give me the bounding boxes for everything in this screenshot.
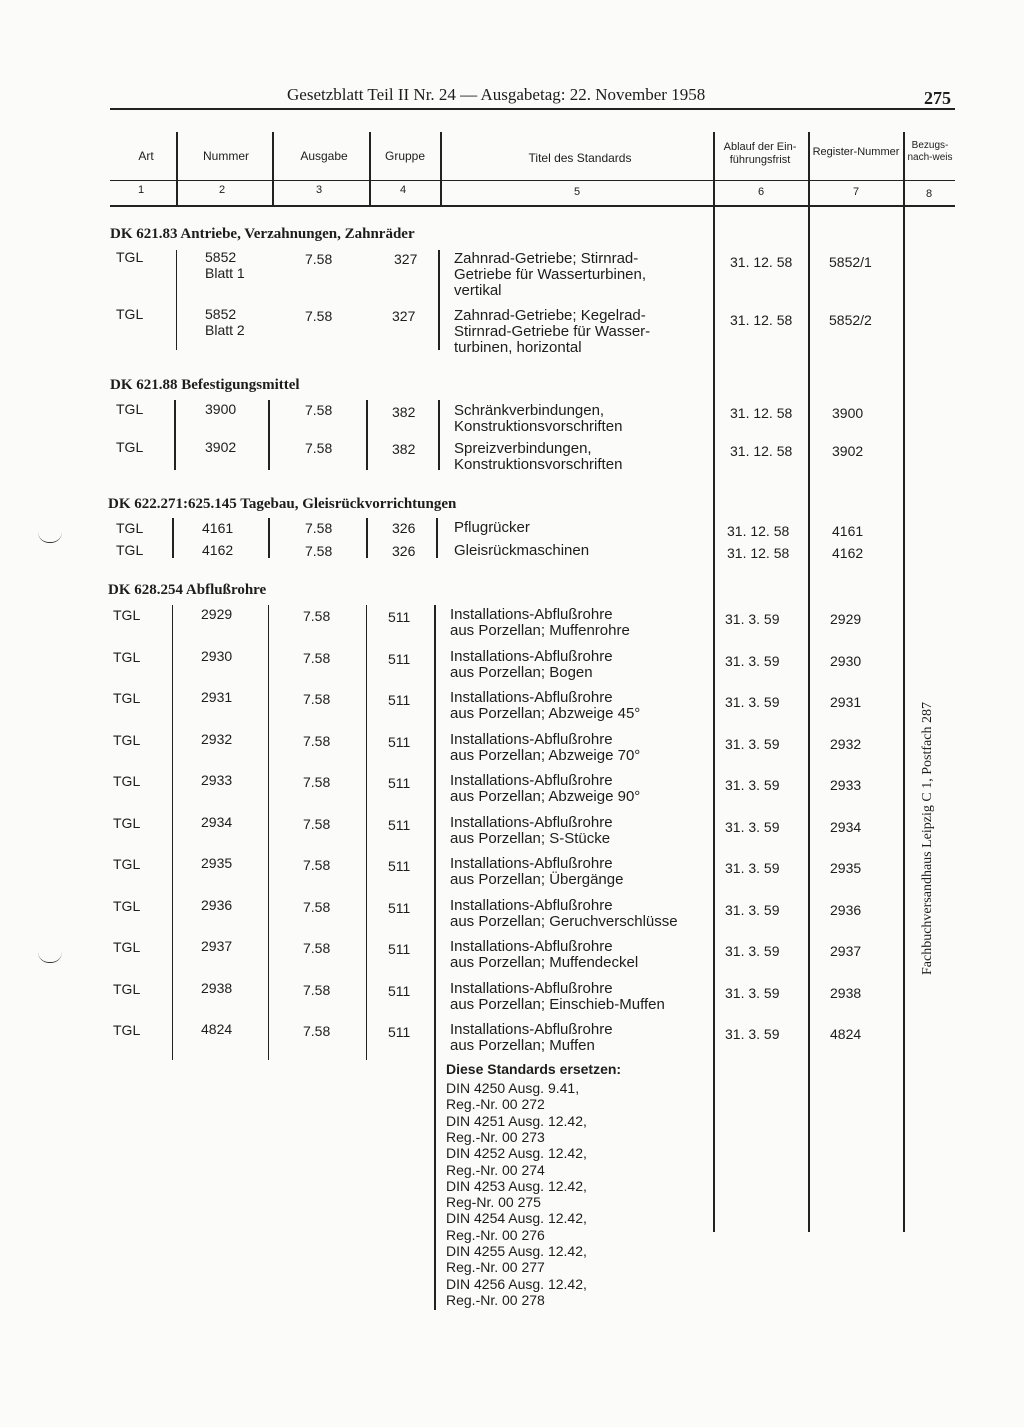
title-line: Installations-Abflußrohre [450,647,613,665]
cell-nummer: 2937 [201,938,233,954]
cell-nummer: 4824 [201,1021,233,1037]
row-divider [436,518,438,558]
cell-frist: 31. 3. 59 [725,860,780,876]
replacement-line: Reg.-Nr. 00 272 [446,1096,545,1113]
col-number: 7 [853,186,860,198]
cell-titel [450,939,638,971]
cell-nummer: 2934 [201,813,233,830]
cell-register: 5852/2 [829,312,872,328]
title-line: Zahnrad-Getriebe; Stirnrad- [454,250,639,267]
cell-titel [454,520,530,536]
replacement-heading: Diese Standards ersetzen: [446,1061,622,1077]
row-divider [438,400,440,470]
cell-titel [450,773,640,805]
cell-ausgabe: 7.58 [305,440,333,456]
cell-titel [454,308,650,356]
cell-art: TGL [113,607,141,623]
title-line: aus Porzellan; Bogen [450,663,593,681]
cell-art: TGL [113,856,141,872]
cell-frist: 31. 3. 59 [725,1026,780,1042]
title-line: Zahnrad-Getriebe; Kegelrad- [454,307,646,324]
cell-gruppe: 511 [388,941,411,957]
title-line: Installations-Abflußrohre [450,772,613,789]
cell-register: 5852/1 [829,254,872,270]
col-number: 4 [400,184,407,196]
cell-nummer: 2932 [201,730,233,747]
page-number: 275 [924,88,951,108]
cell-frist: 31. 12. 58 [730,405,793,421]
cell-titel [450,607,630,639]
col-divider [272,132,274,205]
cell-register: 2929 [830,611,862,627]
cell-gruppe: 511 [388,1024,411,1040]
cell-ausgabe: 7.58 [303,857,331,873]
page-header-title: Gesetzblatt Teil II Nr. 24 — Ausgabetag: 22. November 1958 [287,85,706,104]
cell-register: 4161 [832,523,864,539]
title-line: aus Porzellan; Muffendeckel [450,954,639,971]
col-number: 6 [758,186,765,198]
cell-art: TGL [113,814,141,831]
cell-ausgabe: 7.58 [305,520,333,536]
cell-gruppe: 382 [392,404,416,420]
cell-frist: 31. 3. 59 [725,735,780,752]
col-number: 5 [574,186,581,198]
cell-nummer: 2936 [201,896,233,913]
title-line: aus Porzellan; Übergänge [450,871,624,888]
title-line: Installations-Abflußrohre [450,813,613,831]
title-line: turbinen, horizontal [454,339,582,356]
col-header-frist: Ablauf der Ein-führungsfrist [723,141,797,166]
title-line: Stirnrad-Getriebe für Wasser- [454,323,651,340]
cell-nummer: 2931 [201,689,233,705]
cell-titel [454,543,589,559]
replacement-line: Reg.-Nr. 00 277 [446,1259,545,1276]
replacement-line: Reg.-Nr. 00 276 [446,1226,545,1243]
cell-register: 2930 [830,652,862,669]
title-line: aus Porzellan; Abzweige 45° [450,705,641,722]
col-header-nummer: Nummer [202,149,249,163]
cell-art: TGL [116,542,144,558]
cell-gruppe: 511 [388,816,411,833]
title-line: aus Porzellan; Muffenrohre [450,622,630,639]
cell-nummer: 5852 [205,306,237,322]
cell-register: 2938 [830,984,862,1001]
side-note-text: Fachbuchversandhaus Leipzig C 1, Postfach 287 [920,702,935,975]
cell-blatt: Blatt 2 [205,322,245,338]
cell-register: 4824 [830,1026,862,1042]
cell-register: 4162 [832,545,864,561]
cell-register: 3902 [832,443,864,459]
cell-nummer: 2930 [201,647,233,664]
cell-frist: 31. 12. 58 [730,254,793,270]
cell-frist: 31. 12. 58 [730,312,793,328]
cell-titel [450,856,623,888]
replacement-line: DIN 4251 Ausg. 12.42, [446,1112,587,1129]
cell-frist: 31. 3. 59 [725,943,780,959]
col-header-bezug: Bezugs-nach-weis [907,140,953,163]
cell-register: 2932 [830,735,862,752]
cell-frist: 31. 3. 59 [725,984,780,1001]
cell-register: 2937 [830,943,862,959]
cell-titel [450,1022,613,1054]
cell-art: TGL [113,773,141,789]
title-line: Installations-Abflußrohre [450,730,613,748]
cell-gruppe: 327 [392,308,416,324]
col-divider [176,132,178,205]
row-divider [438,250,440,350]
cell-register: 3900 [832,405,864,421]
title-line: aus Porzellan; Abzweige 90° [450,788,641,805]
cell-gruppe: 327 [394,251,418,267]
cell-ausgabe: 7.58 [305,543,333,559]
section-heading: DK 622.271:625.145 Tagebau, Gleisrückvorrichtungen [108,496,457,512]
section-heading: DK 628.254 Abflußrohre [108,582,267,598]
cell-titel [454,403,622,435]
replacement-line: Reg.-Nr. 00 278 [446,1291,545,1308]
row-divider [172,605,173,1060]
header-rule-2 [110,180,955,181]
cell-gruppe: 511 [388,609,411,625]
col-divider [369,132,371,205]
col-number: 1 [138,184,145,196]
title-line: vertikal [454,282,502,299]
replacement-line: Reg-Nr. 00 275 [446,1194,541,1211]
title-line: aus Porzellan; Einschieb-Muffen [450,995,665,1013]
cell-art: TGL [113,731,141,748]
cell-frist: 31. 3. 59 [725,611,780,627]
cell-nummer: 2929 [201,606,233,622]
cell-titel [450,732,640,764]
cell-nummer: 4161 [202,520,234,536]
title-line: Gleisrückmaschinen [454,542,590,559]
cell-frist: 31. 3. 59 [725,694,780,710]
title-line: Spreizverbindungen, [454,440,592,457]
cell-ausgabe: 7.58 [303,940,331,956]
cell-nummer: 2938 [201,979,233,996]
title-line: aus Porzellan; Geruchverschlüsse [450,912,678,930]
col-divider [808,132,810,1232]
col-header-ausgabe: Ausgabe [300,149,348,163]
punch-mark [38,532,62,543]
cell-frist: 31. 3. 59 [725,652,780,669]
replacement-line: DIN 4256 Ausg. 12.42, [446,1275,587,1292]
cell-art: TGL [113,648,141,665]
col-header-gruppe: Gruppe [384,149,426,163]
cell-gruppe: 326 [392,520,416,536]
cell-register: 2934 [830,818,862,835]
cell-art: TGL [116,249,144,265]
cell-gruppe: 511 [388,775,411,791]
title-line: Installations-Abflußrohre [450,1021,613,1038]
cell-frist: 31. 3. 59 [725,777,780,793]
title-line: Installations-Abflußrohre [450,938,613,955]
title-line: Installations-Abflußrohre [450,896,613,914]
row-divider [268,518,270,558]
cell-ausgabe: 7.58 [305,251,333,267]
cell-ausgabe: 7.58 [303,732,331,749]
replacement-line: DIN 4253 Ausg. 12.42, [446,1177,587,1194]
replacement-line: DIN 4255 Ausg. 12.42, [446,1243,587,1259]
col-divider [903,132,905,1232]
cell-art: TGL [116,306,144,322]
cell-ausgabe: 7.58 [303,1023,331,1039]
cell-art: TGL [116,520,144,536]
title-line: Konstruktionsvorschriften [454,456,623,473]
replacement-line: Reg.-Nr. 00 274 [446,1161,545,1178]
cell-nummer: 2935 [201,855,233,871]
punch-mark [38,952,62,963]
row-divider [434,605,436,1310]
cell-titel [454,441,622,473]
col-divider [440,132,442,205]
cell-nummer: 5852 [205,249,237,265]
cell-frist: 31. 12. 58 [730,443,793,459]
header-rule-top [110,108,955,110]
cell-art: TGL [113,980,141,997]
title-line: aus Porzellan; Muffen [450,1037,595,1054]
cell-ausgabe: 7.58 [303,774,331,790]
cell-ausgabe: 7.58 [303,649,331,666]
cell-ausgabe: 7.58 [303,608,331,624]
row-divider [268,605,269,1060]
title-line: aus Porzellan; S-Stücke [450,829,611,847]
cell-titel [450,981,665,1013]
replacement-line: Reg.-Nr. 00 273 [446,1128,545,1145]
cell-art: TGL [113,1022,141,1038]
cell-titel [454,251,646,299]
cell-gruppe: 511 [388,982,411,999]
cell-ausgabe: 7.58 [303,981,331,998]
title-line: Installations-Abflußrohre [450,979,613,997]
col-number: 8 [926,188,933,200]
cell-gruppe: 511 [388,733,411,750]
col-header-titel: Titel des Standards [528,151,632,165]
replacement-line: DIN 4250 Ausg. 9.41, [446,1080,580,1096]
row-divider [174,400,176,470]
cell-ausgabe: 7.58 [303,815,331,832]
cell-gruppe: 511 [388,692,411,708]
cell-art: TGL [116,401,144,417]
section-heading: DK 621.83 Antriebe, Verzahnungen, Zahnräder [110,226,415,242]
cell-nummer: 2933 [201,772,233,788]
title-line: Installations-Abflußrohre [450,855,613,872]
header-rule-3 [110,205,955,207]
cell-gruppe: 326 [392,543,416,559]
col-number: 3 [316,184,323,196]
cell-gruppe: 511 [388,650,411,667]
title-line: Installations-Abflußrohre [450,689,613,706]
cell-titel [450,898,678,930]
cell-ausgabe: 7.58 [303,898,331,915]
cell-art: TGL [113,897,141,914]
cell-ausgabe: 7.58 [303,691,331,707]
cell-gruppe: 511 [388,858,411,874]
col-header-art: Art [138,149,154,163]
cell-art: TGL [113,690,141,706]
col-number: 2 [219,184,226,196]
title-line: Konstruktionsvorschriften [454,418,623,435]
cell-nummer: 3900 [205,401,237,417]
cell-nummer: 3902 [205,439,237,455]
cell-titel [450,690,640,722]
row-divider [172,518,174,558]
replacement-line: DIN 4252 Ausg. 12.42, [446,1145,587,1162]
cell-register: 2931 [830,694,862,710]
cell-ausgabe: 7.58 [305,308,333,324]
cell-blatt: Blatt 1 [205,265,245,281]
cell-register: 2936 [830,901,862,918]
title-line: Schränkverbindungen, [454,402,605,419]
cell-titel [450,815,613,847]
col-header-register: Register-Nummer [812,146,900,158]
cell-art: TGL [113,939,141,955]
cell-register: 2935 [830,860,862,876]
replacement-line: DIN 4254 Ausg. 12.42, [446,1210,587,1227]
row-divider [268,400,270,470]
side-note [920,565,940,975]
title-line: Pflugrücker [454,519,530,536]
cell-nummer: 4162 [202,542,234,558]
cell-frist: 31. 12. 58 [727,523,790,539]
title-line: Getriebe für Wasserturbinen, [454,266,647,283]
cell-art: TGL [116,439,144,455]
cell-titel [450,649,613,681]
title-line: aus Porzellan; Abzweige 70° [450,746,641,764]
row-divider [366,518,368,558]
cell-register: 2933 [830,777,862,793]
cell-ausgabe: 7.58 [305,402,333,418]
title-line: Installations-Abflußrohre [450,606,613,623]
row-divider [366,400,368,470]
section-heading: DK 621.88 Befestigungsmittel [110,377,300,393]
row-divider [366,605,367,1060]
cell-frist: 31. 3. 59 [725,901,780,918]
row-divider [176,250,177,350]
col-divider [713,132,715,1232]
cell-gruppe: 511 [388,899,411,916]
cell-gruppe: 382 [392,441,416,457]
cell-frist: 31. 12. 58 [727,545,790,561]
cell-frist: 31. 3. 59 [725,818,780,835]
